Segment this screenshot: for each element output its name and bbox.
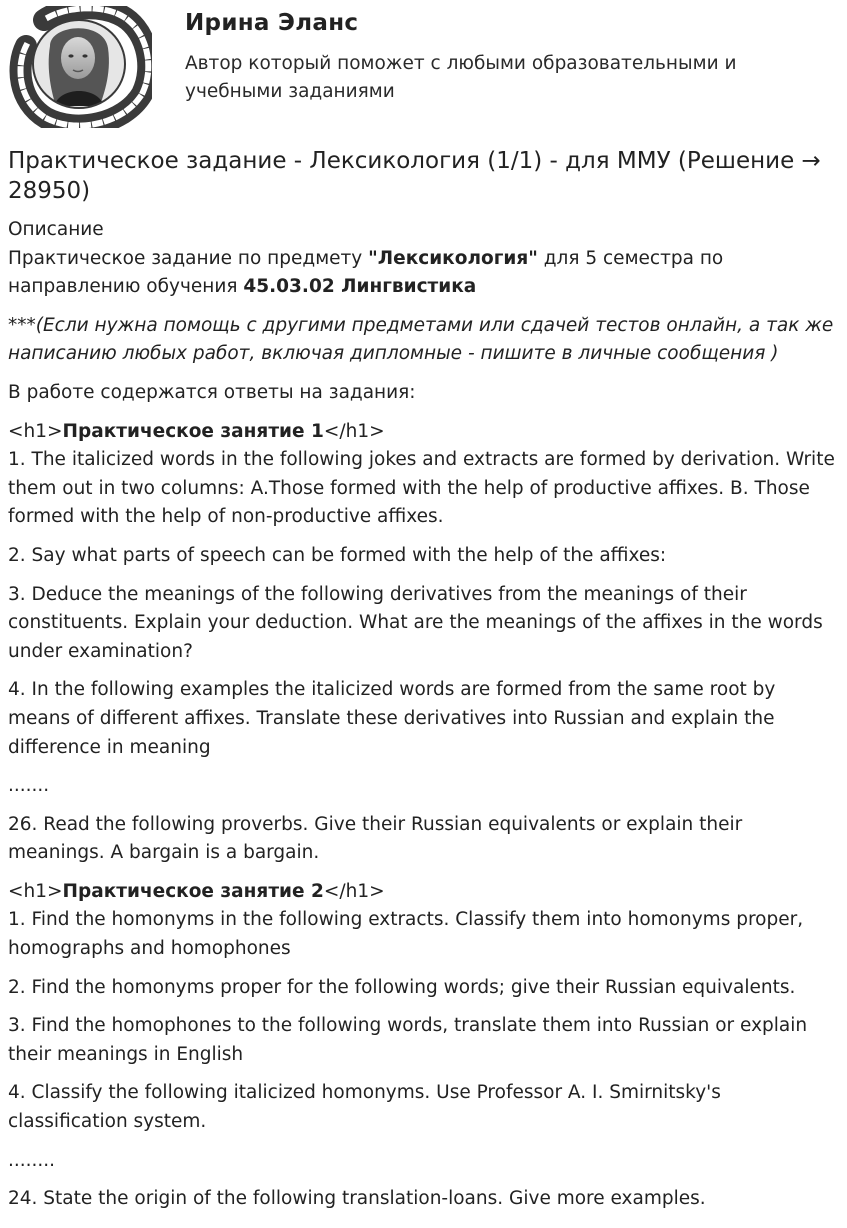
film-reel-avatar-icon (6, 6, 152, 128)
task-item: 2. Say what parts of speech can be formed with the help of the affixes: (8, 544, 667, 566)
intro-middle: для 5 семестра по направлению обучения (8, 247, 724, 298)
avatar[interactable] (6, 6, 152, 128)
task-item: 3. Find the homophones to the following words, translate them into Russian or explain their meanings in English (8, 1015, 808, 1065)
intro-subject: "Лексикология" (368, 247, 538, 269)
task-item: 4. Classify the following italicized homonyms. Use Professor A. I. Smirnitsky's classification system. (8, 1082, 721, 1133)
section-title (8, 878, 840, 907)
open-tag: <h1> (8, 880, 63, 902)
section-title (8, 418, 840, 447)
close-tag: </h1> (323, 880, 385, 902)
task-item: 24. State the origin of the following translation-loans. Give more examples. (8, 1188, 706, 1210)
task-item: 4. In the following examples the italicized words are formed from the same root by means of different affixes. Translate these derivatives into Russian and explain the difference in meaning (8, 679, 776, 758)
intro-direction: 45.03.02 Лингвистика (243, 276, 477, 298)
intro-prefix: Практическое задание по предмету (8, 247, 369, 269)
author-name[interactable]: Ирина Эланс (185, 10, 359, 36)
contains-text: В работе содержатся ответы на задания: (8, 381, 416, 403)
author-header (0, 0, 847, 135)
page-title: Практическое задание - Лексикология (1/1) - для ММУ (Решение → 28950) (8, 148, 821, 204)
task-item: 1. The italicized words in the following jokes and extracts are formed by derivation. Write them out in two columns: A.Those formed with the help of productive affixes. B. Those formed with the help of non-productive affixes. (8, 449, 835, 528)
description-label: Описание (8, 219, 104, 240)
section-1 (8, 418, 840, 868)
section-2 (8, 878, 840, 1214)
note-text: ***(Если нужна помощь с другими предметами или сдачей тестов онлайн, а так же написанию любых работ, включая дипломные - пишите в личные сообщения ) (8, 314, 834, 365)
task-item: 26. Read the following proverbs. Give their Russian equivalents or explain their meanings. A bargain is a bargain. (8, 813, 743, 864)
task-content (8, 146, 840, 1224)
note-paragraph (8, 312, 840, 369)
ellipsis-item: ........ (8, 1149, 56, 1171)
task-item: 3. Deduce the meanings of the following derivatives from the meanings of their constituents. Explain your deduction. What are the meanings of the affixes in the words under examination? (8, 583, 823, 662)
author-description: Автор который поможет с любыми образовательными и учебными заданиями (185, 53, 737, 102)
open-tag: <h1> (8, 420, 63, 442)
task-item: 2. Find the homonyms proper for the following words; give their Russian equivalents. (8, 976, 796, 998)
close-tag: </h1> (323, 420, 385, 442)
section-title-text: Практическое занятие 1 (62, 420, 324, 442)
intro-paragraph (8, 245, 840, 302)
ellipsis-item: ....... (8, 775, 50, 797)
section-title-text: Практическое занятие 2 (62, 880, 324, 902)
task-item: 1. Find the homonyms in the following extracts. Classify them into homonyms proper, homographs and homophones (8, 909, 804, 960)
